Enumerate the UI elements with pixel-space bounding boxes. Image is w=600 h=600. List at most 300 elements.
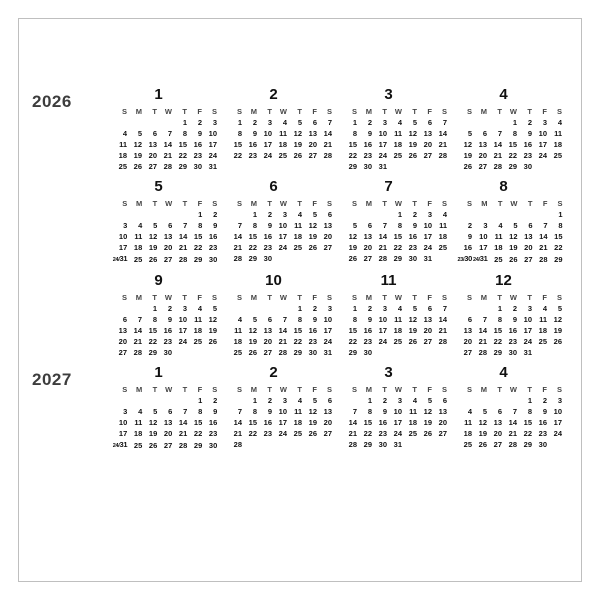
- day-cell[interactable]: 18: [293, 232, 302, 241]
- day-cell[interactable]: 15: [523, 418, 532, 427]
- day-cell[interactable]: 5: [427, 396, 432, 405]
- day-cell[interactable]: 31: [423, 254, 432, 263]
- day-cell[interactable]: 7: [237, 407, 242, 416]
- day-cell[interactable]: 1: [512, 118, 517, 127]
- day-cell[interactable]: 3: [542, 118, 547, 127]
- day-cell[interactable]: 3: [123, 221, 128, 230]
- day-cell[interactable]: 4: [397, 118, 402, 127]
- day-cell[interactable]: 14: [133, 326, 142, 335]
- day-cell[interactable]: 5: [482, 407, 487, 416]
- day-cell[interactable]: 30: [193, 162, 202, 171]
- day-cell[interactable]: 16: [538, 418, 547, 427]
- day-cell[interactable]: 6: [327, 396, 332, 405]
- day-cell[interactable]: 3: [282, 396, 287, 405]
- day-cell[interactable]: 9: [197, 129, 202, 138]
- day-cell[interactable]: 18: [438, 232, 447, 241]
- day-cell[interactable]: 20: [163, 243, 173, 252]
- day-cell[interactable]: 28: [438, 151, 447, 160]
- day-cell[interactable]: 27: [163, 441, 173, 450]
- day-cell[interactable]: 25: [293, 429, 302, 438]
- day-cell[interactable]: 14: [508, 418, 517, 427]
- day-cell[interactable]: 4: [197, 304, 202, 313]
- day-cell[interactable]: 22: [248, 429, 257, 438]
- day-cell[interactable]: 12: [408, 315, 417, 324]
- day-cell[interactable]: 10: [393, 407, 402, 416]
- day-cell[interactable]: 19: [408, 326, 417, 335]
- day-cell[interactable]: 12: [463, 140, 472, 149]
- day-cell[interactable]: 13: [423, 315, 432, 324]
- day-cell[interactable]: 26: [293, 151, 302, 160]
- day-cell[interactable]: 8: [252, 221, 257, 230]
- day-cell[interactable]: 25: [538, 337, 547, 346]
- day-cell[interactable]: 13: [323, 407, 332, 416]
- day-cell[interactable]: 7: [482, 315, 487, 324]
- day-cell[interactable]: 7: [382, 221, 387, 230]
- day-cell[interactable]: [113, 439, 129, 452]
- day-cell[interactable]: 24: [178, 337, 187, 346]
- day-cell[interactable]: 13: [163, 232, 173, 241]
- day-cell[interactable]: 26: [553, 337, 562, 346]
- day-cell[interactable]: 30: [163, 348, 172, 357]
- day-cell[interactable]: 29: [348, 348, 357, 357]
- day-cell[interactable]: 10: [208, 129, 217, 138]
- day-cell[interactable]: 4: [397, 304, 402, 313]
- day-cell[interactable]: 20: [493, 429, 502, 438]
- day-cell[interactable]: 24: [278, 429, 287, 438]
- day-cell[interactable]: 19: [463, 151, 472, 160]
- day-cell[interactable]: 28: [508, 440, 517, 449]
- day-cell[interactable]: 8: [558, 221, 563, 230]
- day-cell[interactable]: 6: [367, 221, 372, 230]
- day-cell[interactable]: 11: [294, 407, 302, 416]
- day-cell[interactable]: 13: [478, 140, 487, 149]
- day-cell[interactable]: 14: [278, 326, 287, 335]
- day-cell[interactable]: 13: [524, 232, 533, 241]
- day-cell[interactable]: 28: [323, 151, 332, 160]
- day-cell[interactable]: 7: [167, 129, 172, 138]
- day-cell[interactable]: 8: [198, 407, 203, 416]
- day-cell[interactable]: 3: [527, 304, 532, 313]
- day-cell[interactable]: 21: [178, 243, 188, 252]
- day-cell[interactable]: 22: [193, 243, 203, 252]
- day-cell[interactable]: 26: [133, 162, 142, 171]
- day-cell[interactable]: 4: [138, 407, 143, 416]
- day-cell[interactable]: 11: [194, 315, 202, 324]
- day-cell[interactable]: 27: [163, 255, 173, 264]
- day-cell[interactable]: 9: [412, 221, 417, 230]
- day-cell[interactable]: 1: [237, 118, 242, 127]
- day-cell[interactable]: 25: [233, 348, 242, 357]
- day-cell[interactable]: 24: [378, 151, 387, 160]
- day-cell[interactable]: 8: [367, 407, 372, 416]
- day-cell[interactable]: 3: [557, 396, 562, 405]
- day-cell[interactable]: 21: [378, 243, 387, 252]
- day-cell[interactable]: 18: [133, 429, 143, 438]
- day-cell[interactable]: 1: [252, 210, 257, 219]
- day-cell[interactable]: 26: [423, 429, 432, 438]
- day-cell[interactable]: 4: [467, 407, 472, 416]
- day-cell[interactable]: 15: [193, 232, 203, 241]
- day-cell[interactable]: 2: [512, 304, 517, 313]
- day-cell[interactable]: 3: [397, 396, 402, 405]
- day-cell[interactable]: 9: [382, 407, 387, 416]
- day-cell[interactable]: 6: [168, 221, 173, 230]
- day-cell[interactable]: 19: [478, 429, 487, 438]
- day-cell[interactable]: 10: [263, 129, 272, 138]
- day-cell[interactable]: 10: [278, 221, 287, 230]
- day-cell[interactable]: 27: [323, 243, 332, 252]
- day-cell[interactable]: 18: [293, 418, 302, 427]
- day-cell[interactable]: 21: [438, 326, 447, 335]
- day-cell[interactable]: 7: [183, 407, 188, 416]
- day-cell[interactable]: 22: [348, 151, 357, 160]
- day-cell[interactable]: 1: [352, 118, 357, 127]
- day-cell[interactable]: 28: [278, 348, 287, 357]
- day-cell[interactable]: 29: [508, 162, 517, 171]
- day-cell[interactable]: 25: [463, 440, 472, 449]
- day-cell[interactable]: 26: [308, 429, 317, 438]
- day-cell[interactable]: 12: [293, 129, 302, 138]
- day-cell[interactable]: 11: [409, 407, 417, 416]
- day-cell[interactable]: 15: [493, 326, 502, 335]
- day-cell[interactable]: 25: [393, 337, 402, 346]
- day-cell[interactable]: 12: [509, 232, 518, 241]
- day-cell[interactable]: 29: [178, 162, 187, 171]
- day-cell[interactable]: 8: [237, 129, 242, 138]
- day-cell[interactable]: 30: [263, 254, 272, 263]
- day-cell[interactable]: 20: [438, 418, 447, 427]
- day-cell[interactable]: 14: [348, 418, 357, 427]
- day-cell[interactable]: 19: [408, 140, 417, 149]
- day-cell[interactable]: 28: [233, 254, 242, 263]
- day-cell[interactable]: 30: [208, 441, 218, 450]
- day-cell[interactable]: 29: [293, 348, 302, 357]
- day-cell[interactable]: 9: [213, 407, 218, 416]
- day-cell[interactable]: 19: [308, 232, 317, 241]
- day-cell[interactable]: 5: [137, 129, 142, 138]
- day-cell[interactable]: 19: [248, 337, 257, 346]
- day-cell[interactable]: 22: [293, 337, 302, 346]
- day-cell[interactable]: 5: [412, 118, 417, 127]
- day-cell[interactable]: 6: [467, 315, 472, 324]
- day-cell[interactable]: 7: [543, 221, 548, 230]
- day-cell[interactable]: 22: [148, 337, 157, 346]
- day-cell[interactable]: 5: [153, 407, 158, 416]
- day-cell[interactable]: 11: [134, 418, 143, 427]
- day-cell[interactable]: 12: [148, 418, 158, 427]
- day-cell[interactable]: 1: [198, 210, 203, 219]
- day-cell[interactable]: 21: [323, 140, 332, 149]
- day-cell[interactable]: 22: [493, 337, 502, 346]
- day-cell[interactable]: 26: [148, 441, 158, 450]
- day-cell[interactable]: 25: [494, 255, 503, 264]
- day-cell[interactable]: 21: [438, 140, 447, 149]
- day-cell[interactable]: 22: [508, 151, 517, 160]
- day-cell[interactable]: 29: [393, 254, 402, 263]
- day-cell[interactable]: 27: [308, 151, 317, 160]
- day-cell[interactable]: 20: [478, 151, 487, 160]
- day-cell[interactable]: 17: [118, 243, 128, 252]
- day-cell[interactable]: 26: [248, 348, 257, 357]
- day-cell[interactable]: 4: [498, 221, 503, 230]
- day-cell[interactable]: 14: [178, 232, 188, 241]
- day-cell[interactable]: 17: [278, 232, 287, 241]
- day-cell[interactable]: 24: [523, 337, 532, 346]
- day-cell[interactable]: 29: [193, 255, 203, 264]
- day-cell[interactable]: 24: [378, 337, 387, 346]
- day-cell[interactable]: 8: [397, 221, 402, 230]
- day-cell[interactable]: 15: [178, 140, 187, 149]
- day-cell[interactable]: 16: [263, 232, 272, 241]
- day-cell[interactable]: 15: [193, 418, 203, 427]
- day-cell[interactable]: 24: [208, 151, 217, 160]
- day-cell[interactable]: 7: [442, 304, 447, 313]
- day-cell[interactable]: 17: [523, 326, 532, 335]
- day-cell[interactable]: 1: [558, 210, 563, 219]
- day-cell[interactable]: 28: [233, 440, 242, 449]
- day-cell[interactable]: 13: [438, 407, 447, 416]
- day-cell[interactable]: 27: [323, 429, 332, 438]
- day-cell[interactable]: 8: [198, 221, 203, 230]
- day-cell[interactable]: 2: [467, 221, 472, 230]
- day-cell[interactable]: 17: [378, 140, 387, 149]
- day-cell[interactable]: 17: [278, 418, 287, 427]
- day-cell[interactable]: 29: [348, 162, 357, 171]
- day-cell[interactable]: 3: [382, 304, 387, 313]
- day-cell[interactable]: 28: [163, 162, 172, 171]
- day-cell[interactable]: 13: [493, 418, 502, 427]
- day-cell[interactable]: 19: [148, 243, 158, 252]
- day-cell[interactable]: 29: [493, 348, 502, 357]
- day-cell[interactable]: 25: [393, 151, 402, 160]
- day-cell[interactable]: 6: [168, 407, 173, 416]
- day-cell[interactable]: 9: [267, 407, 272, 416]
- day-cell[interactable]: 8: [512, 129, 517, 138]
- day-cell[interactable]: 1: [182, 118, 187, 127]
- day-cell[interactable]: 15: [293, 326, 302, 335]
- day-cell[interactable]: 21: [478, 337, 487, 346]
- day-cell[interactable]: 22: [193, 429, 203, 438]
- day-cell[interactable]: 19: [509, 243, 518, 252]
- day-cell[interactable]: 27: [263, 348, 272, 357]
- day-cell[interactable]: [458, 253, 474, 266]
- day-cell[interactable]: 26: [148, 255, 158, 264]
- day-cell[interactable]: 14: [478, 326, 487, 335]
- day-cell[interactable]: 8: [527, 407, 532, 416]
- day-cell[interactable]: 23: [263, 429, 272, 438]
- day-cell[interactable]: 9: [252, 129, 257, 138]
- day-cell[interactable]: 9: [367, 315, 372, 324]
- day-cell[interactable]: 5: [467, 129, 472, 138]
- day-cell[interactable]: 20: [363, 243, 372, 252]
- day-cell[interactable]: 12: [308, 407, 317, 416]
- day-cell[interactable]: 4: [412, 396, 417, 405]
- day-cell[interactable]: 13: [323, 221, 332, 230]
- day-cell[interactable]: 16: [308, 326, 317, 335]
- day-cell[interactable]: 15: [554, 232, 563, 241]
- day-cell[interactable]: 17: [178, 326, 187, 335]
- day-cell[interactable]: 15: [248, 232, 257, 241]
- day-cell[interactable]: 16: [263, 418, 272, 427]
- day-cell[interactable]: 10: [118, 418, 128, 427]
- day-cell[interactable]: 7: [327, 118, 332, 127]
- day-cell[interactable]: 14: [163, 140, 172, 149]
- day-cell[interactable]: 11: [294, 221, 302, 230]
- day-cell[interactable]: 10: [178, 315, 187, 324]
- day-cell[interactable]: 17: [538, 140, 547, 149]
- day-cell[interactable]: 29: [554, 255, 563, 264]
- day-cell[interactable]: 21: [133, 337, 142, 346]
- day-cell[interactable]: 23: [363, 337, 372, 346]
- day-cell[interactable]: 22: [248, 243, 257, 252]
- day-cell[interactable]: 6: [267, 315, 272, 324]
- day-cell[interactable]: 31: [523, 348, 532, 357]
- day-cell[interactable]: 12: [348, 232, 357, 241]
- day-cell[interactable]: 11: [394, 129, 402, 138]
- day-cell[interactable]: 11: [119, 140, 127, 149]
- day-cell[interactable]: 16: [408, 232, 417, 241]
- day-cell[interactable]: 9: [542, 407, 547, 416]
- day-cell[interactable]: 18: [118, 151, 127, 160]
- day-cell[interactable]: 2: [312, 304, 317, 313]
- day-cell[interactable]: 13: [423, 129, 432, 138]
- day-cell[interactable]: 27: [423, 337, 432, 346]
- day-cell[interactable]: 1: [297, 304, 302, 313]
- day-cell[interactable]: 29: [148, 348, 157, 357]
- day-cell[interactable]: 4: [557, 118, 562, 127]
- day-cell[interactable]: 22: [233, 151, 242, 160]
- day-cell[interactable]: 2: [267, 396, 272, 405]
- day-cell[interactable]: 28: [133, 348, 142, 357]
- day-cell[interactable]: 20: [118, 337, 127, 346]
- day-cell[interactable]: 17: [479, 243, 488, 252]
- day-cell[interactable]: 23: [308, 337, 317, 346]
- day-cell[interactable]: 23: [508, 337, 517, 346]
- day-cell[interactable]: 12: [208, 315, 217, 324]
- day-cell[interactable]: 1: [152, 304, 157, 313]
- day-cell[interactable]: 13: [163, 418, 173, 427]
- day-cell[interactable]: 2: [252, 118, 257, 127]
- day-cell[interactable]: 17: [263, 140, 272, 149]
- day-cell[interactable]: 23: [208, 429, 218, 438]
- day-cell[interactable]: 5: [312, 396, 317, 405]
- day-cell[interactable]: 1: [367, 396, 372, 405]
- day-cell[interactable]: 24: [423, 243, 432, 252]
- day-cell[interactable]: 12: [478, 418, 487, 427]
- day-cell[interactable]: 9: [527, 129, 532, 138]
- day-cell[interactable]: 21: [348, 429, 357, 438]
- day-cell[interactable]: 8: [352, 129, 357, 138]
- day-cell[interactable]: 18: [494, 243, 503, 252]
- day-cell[interactable]: 20: [524, 243, 533, 252]
- day-cell[interactable]: 18: [393, 140, 402, 149]
- day-cell[interactable]: 4: [282, 118, 287, 127]
- day-cell[interactable]: 23: [163, 337, 172, 346]
- day-cell[interactable]: 6: [427, 304, 432, 313]
- day-cell[interactable]: 16: [248, 140, 257, 149]
- day-cell[interactable]: 9: [213, 221, 218, 230]
- day-cell[interactable]: 2: [213, 396, 218, 405]
- day-cell[interactable]: 8: [497, 315, 502, 324]
- day-cell[interactable]: 27: [148, 162, 157, 171]
- day-cell[interactable]: 10: [479, 232, 488, 241]
- day-cell[interactable]: 31: [323, 348, 332, 357]
- day-cell[interactable]: 12: [308, 221, 317, 230]
- day-cell[interactable]: 23: [538, 429, 547, 438]
- day-cell[interactable]: 10: [538, 129, 547, 138]
- day-cell[interactable]: 2: [367, 118, 372, 127]
- day-cell[interactable]: 5: [412, 304, 417, 313]
- day-cell[interactable]: 20: [463, 337, 472, 346]
- day-cell[interactable]: 7: [137, 315, 142, 324]
- day-cell[interactable]: 24: [323, 337, 332, 346]
- day-cell[interactable]: 23: [208, 243, 218, 252]
- day-cell[interactable]: 30: [363, 162, 372, 171]
- day-cell[interactable]: 17: [208, 140, 217, 149]
- day-cell[interactable]: 5: [352, 221, 357, 230]
- day-cell[interactable]: 28: [493, 162, 502, 171]
- day-cell[interactable]: 6: [427, 118, 432, 127]
- day-cell[interactable]: 15: [363, 418, 372, 427]
- day-cell[interactable]: 25: [278, 151, 287, 160]
- day-cell[interactable]: 5: [513, 221, 518, 230]
- day-cell[interactable]: 14: [378, 232, 387, 241]
- day-cell[interactable]: 3: [182, 304, 187, 313]
- day-cell[interactable]: 20: [308, 140, 317, 149]
- day-cell[interactable]: 17: [553, 418, 562, 427]
- day-cell[interactable]: 16: [508, 326, 517, 335]
- day-cell[interactable]: 18: [233, 337, 242, 346]
- day-cell[interactable]: 30: [363, 348, 372, 357]
- day-cell[interactable]: 14: [233, 232, 242, 241]
- day-cell[interactable]: 11: [554, 129, 562, 138]
- day-cell[interactable]: 24: [538, 151, 547, 160]
- day-cell[interactable]: 22: [348, 337, 357, 346]
- day-cell[interactable]: 16: [363, 326, 372, 335]
- day-cell[interactable]: 1: [397, 210, 402, 219]
- day-cell[interactable]: 6: [327, 210, 332, 219]
- day-cell[interactable]: 20: [323, 232, 332, 241]
- day-cell[interactable]: 23: [523, 151, 532, 160]
- day-cell[interactable]: 22: [554, 243, 563, 252]
- day-cell[interactable]: 2: [382, 396, 387, 405]
- day-cell[interactable]: 14: [178, 418, 188, 427]
- day-cell[interactable]: 12: [248, 326, 257, 335]
- day-cell[interactable]: 15: [393, 232, 402, 241]
- day-cell[interactable]: 21: [163, 151, 172, 160]
- day-cell[interactable]: 7: [497, 129, 502, 138]
- day-cell[interactable]: 18: [463, 429, 472, 438]
- day-cell[interactable]: 2: [267, 210, 272, 219]
- day-cell[interactable]: 27: [363, 254, 372, 263]
- day-cell[interactable]: 4: [237, 315, 242, 324]
- day-cell[interactable]: 27: [118, 348, 127, 357]
- day-cell[interactable]: 18: [278, 140, 287, 149]
- day-cell[interactable]: 30: [523, 162, 532, 171]
- day-cell[interactable]: 9: [312, 315, 317, 324]
- day-cell[interactable]: 21: [178, 429, 188, 438]
- day-cell[interactable]: 4: [297, 210, 302, 219]
- day-cell[interactable]: 27: [478, 162, 487, 171]
- day-cell[interactable]: 20: [323, 418, 332, 427]
- day-cell[interactable]: 27: [423, 151, 432, 160]
- day-cell[interactable]: 18: [538, 326, 547, 335]
- day-cell[interactable]: 17: [118, 429, 128, 438]
- day-cell[interactable]: 20: [263, 337, 272, 346]
- day-cell[interactable]: 25: [193, 337, 202, 346]
- day-cell[interactable]: 6: [152, 129, 157, 138]
- day-cell[interactable]: 4: [542, 304, 547, 313]
